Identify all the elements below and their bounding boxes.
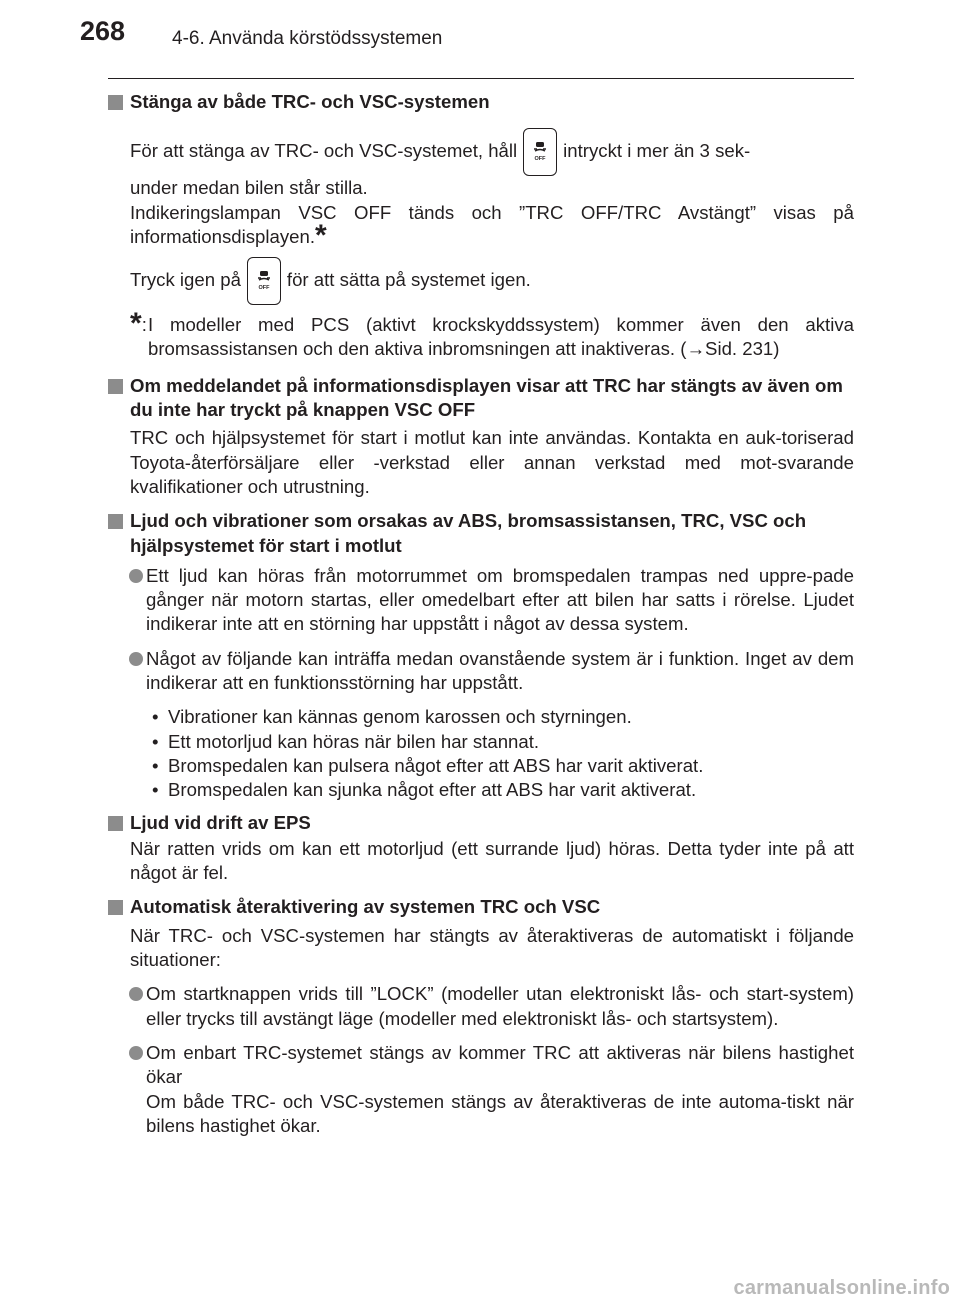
square-bullet-icon: [108, 95, 123, 110]
vsc-off-button-icon: [523, 128, 557, 176]
page-content: [108, 90, 854, 1138]
paragraph: När ratten vrids om kan ett motorljud (ett surrande ljud) höras. Detta tyder inte på att något är fel.: [130, 837, 854, 884]
text: Ett ljud kan höras från motorrummet om bromspedalen trampas ned uppre-pade gånger när motorn startas, eller omedelbart efter att bilen har satts i rörelse. Ljudet indikerar inte att en störning har uppstått i något av dessa system.: [146, 564, 854, 635]
footnote-star: *: [315, 218, 327, 252]
section-heading: [108, 509, 854, 558]
text: under medan bilen står stilla.: [130, 177, 368, 199]
list-item: [108, 1041, 854, 1138]
footnote-mark: *:: [130, 307, 147, 341]
list-item: [108, 982, 854, 1031]
sub-list-item: • Ett motorljud kan höras när bilen har stannat.: [152, 730, 540, 752]
section-title: Ljud vid drift av EPS: [130, 811, 311, 833]
section-heading: [108, 90, 854, 114]
section-title: Om meddelandet på informationsdisplayen visar att TRC har stängts av även om du inte har tryckt på knappen VSC OFF: [130, 374, 843, 421]
section-heading: [108, 895, 854, 919]
section-title: Automatisk återaktivering av systemen TRC och VSC: [130, 896, 601, 918]
text: Tryck igen på: [130, 269, 241, 291]
svg-text:OFF: OFF: [534, 156, 546, 163]
round-bullet-icon: [129, 652, 143, 666]
text: Något av följande kan inträffa medan ovanstående system är i funktion. Inget av dem indikerar att en funktionsstörning har uppstått.: [146, 647, 854, 694]
text: För att stänga av TRC- och VSC-systemet, håll: [130, 140, 518, 162]
list-item: [108, 564, 854, 637]
vsc-off-button-icon: [247, 257, 281, 305]
page-header: [0, 0, 960, 80]
paragraph: [108, 201, 854, 250]
header-divider: [108, 78, 854, 79]
text: Om enbart TRC-systemet stängs av kommer TRC att aktiveras när bilens hastighet ökar: [146, 1041, 854, 1088]
square-bullet-icon: [108, 900, 123, 915]
chapter-title: 4-6. Använda körstödssystemen: [172, 28, 443, 49]
paragraph: [108, 257, 854, 305]
watermark: carmanualsonline.info: [733, 1277, 950, 1299]
text: Om startknappen vrids till ”LOCK” (modeller utan elektroniskt lås- och start-system) eller trycks till avstängt läge (modeller med elektroniskt lås- och startsystem).: [146, 983, 854, 1029]
paragraph: TRC och hjälpsystemet för start i motlut kan inte användas. Kontakta en auk-toriserad Toyota-återförsäljare eller -verkstad eller annan verkstad med mot-svarande kvalifikationer och utrustning.: [130, 427, 854, 497]
sub-list-item: • Bromspedalen kan pulsera något efter att ABS har varit aktiverat.: [152, 754, 704, 776]
footnote: [108, 307, 854, 362]
svg-text:OFF: OFF: [258, 285, 270, 292]
round-bullet-icon: [129, 987, 143, 1001]
footnote-text: I modeller med PCS (aktivt krockskyddssystem) kommer även den aktiva bromsassistansen och den aktiva inbromsningen att inaktiveras. (→Sid. 231): [148, 314, 854, 360]
sub-list: [108, 705, 854, 802]
section-heading: [108, 374, 854, 423]
round-bullet-icon: [129, 1046, 143, 1060]
sub-list-item: • Bromspedalen kan sjunka något efter att ABS har varit aktiverat.: [152, 779, 697, 801]
square-bullet-icon: [108, 379, 123, 394]
sub-list-item: • Vibrationer kan kännas genom karossen och styrningen.: [152, 706, 632, 728]
text: intryckt i mer än 3 sek-: [563, 140, 751, 162]
square-bullet-icon: [108, 514, 123, 529]
section-heading: [108, 811, 854, 835]
paragraph: [108, 128, 854, 200]
list-item: [108, 647, 854, 696]
paragraph: När TRC- och VSC-systemen har stängts av återaktiveras de automatiskt i följande situationer:: [130, 924, 854, 971]
square-bullet-icon: [108, 816, 123, 831]
section-title: Ljud och vibrationer som orsakas av ABS, bromsassistansen, TRC, VSC och hjälpsystemet för start i motlut: [130, 510, 807, 556]
text: Indikeringslampan VSC OFF tänds och ”TRC OFF/TRC Avstängt” visas på informationsdisplayen.: [130, 201, 854, 247]
section-title: Stänga av både TRC- och VSC-systemen: [130, 91, 490, 112]
text: Om både TRC- och VSC-systemen stängs av återaktiveras de inte automa-tiskt när bilens hastighet ökar.: [146, 1090, 854, 1136]
page-number: 268: [80, 16, 126, 46]
text: för att sätta på systemet igen.: [286, 269, 531, 291]
round-bullet-icon: [129, 569, 143, 583]
